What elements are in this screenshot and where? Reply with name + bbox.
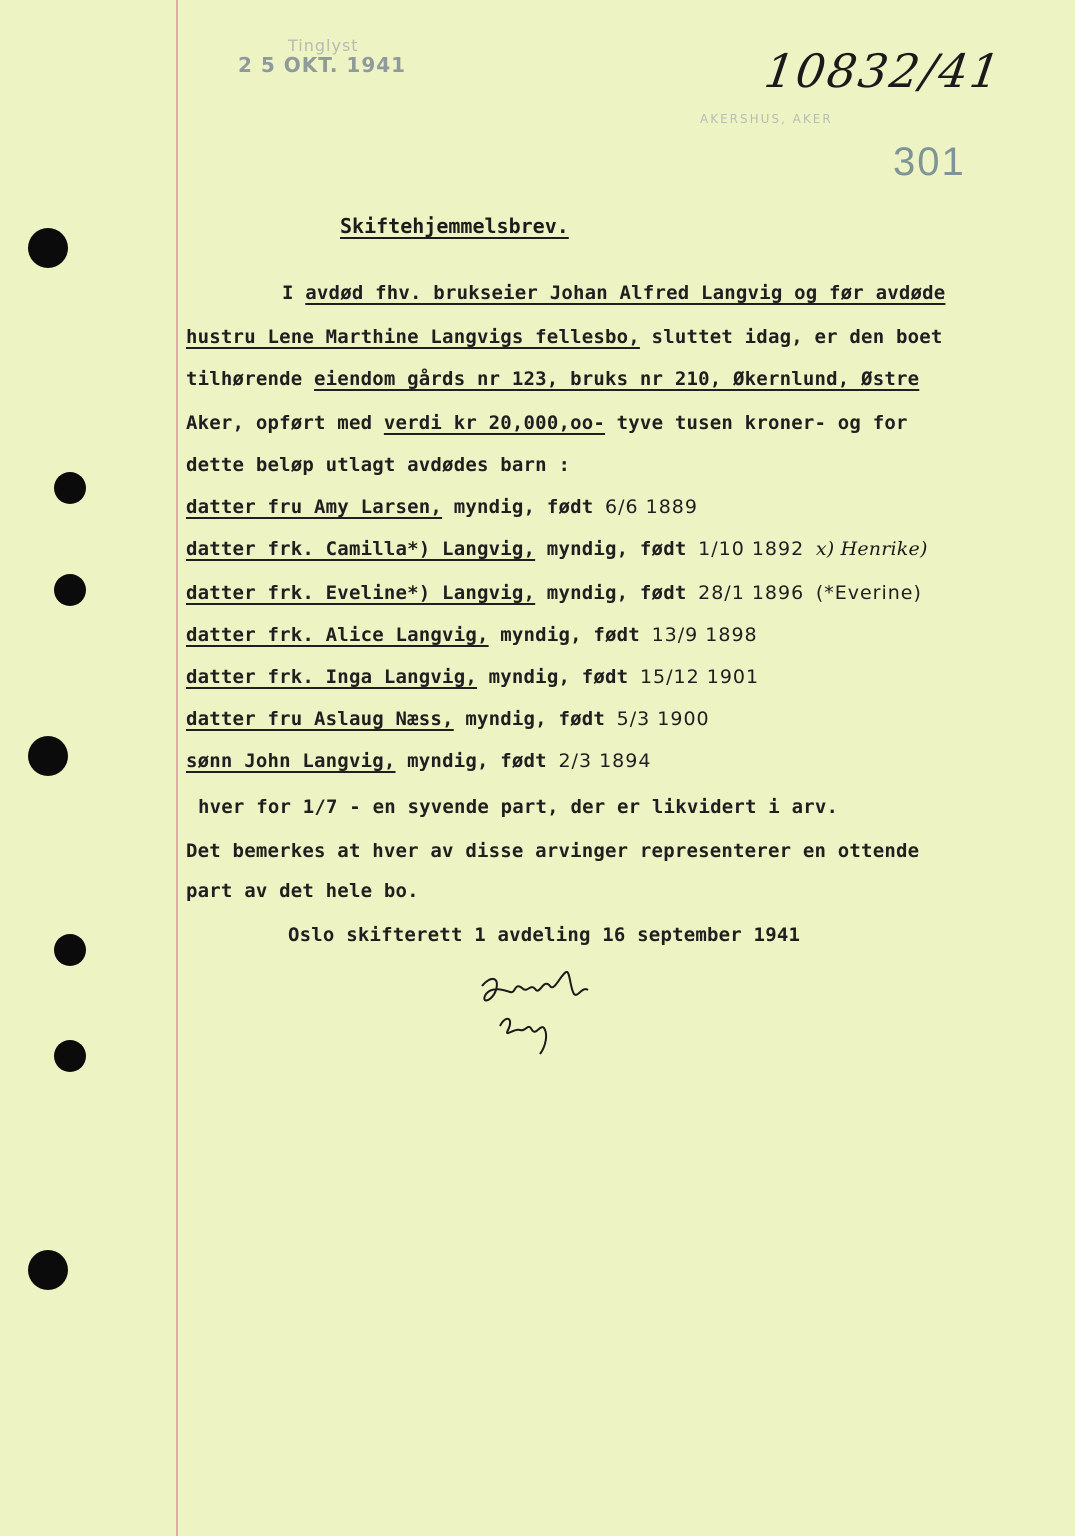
heir-name: sønn John Langvig,	[186, 750, 396, 772]
registration-stamp	[238, 36, 406, 77]
text: tilhørende	[186, 368, 315, 390]
punch-hole	[28, 1250, 68, 1290]
heir-line	[186, 582, 922, 604]
closing-line: part av det hele bo.	[186, 880, 419, 902]
stamp-office: Tinglyst	[288, 36, 359, 55]
birth-date: 5/3 1900	[616, 708, 710, 730]
text: myndig, født	[442, 496, 606, 518]
closing-line: hver for 1/7 - en syvende part, der er likvidert i arv.	[198, 796, 839, 818]
heir-name: datter frk. Inga Langvig,	[186, 666, 477, 688]
text: myndig, født	[395, 750, 559, 772]
page-number: 301	[893, 140, 966, 184]
heir-line	[186, 708, 710, 730]
birth-date: 28/1 1896	[698, 582, 805, 604]
heir-line	[186, 496, 698, 518]
text: Aker, opført med	[186, 412, 384, 434]
punch-hole	[28, 736, 68, 776]
heir-line	[186, 666, 759, 688]
birth-date: 13/9 1898	[651, 624, 758, 646]
text: myndig, født	[488, 624, 652, 646]
punch-hole	[54, 1040, 86, 1072]
heir-name: datter frk. Eveline*) Langvig,	[186, 582, 536, 604]
text-underlined: avdød fhv. brukseier Johan Alfred Langvig og før avdøde	[305, 282, 946, 304]
body-line	[186, 412, 908, 434]
punch-hole	[28, 228, 68, 268]
text: myndig, født	[535, 582, 699, 604]
body-line	[282, 282, 945, 304]
closing-line: Det bemerkes at hver av disse arvinger representerer en ottende	[186, 840, 920, 862]
heir-line	[186, 624, 758, 646]
text: sluttet idag, er den boet	[639, 326, 943, 348]
punch-hole	[54, 574, 86, 606]
heir-name: datter fru Aslaug Næss,	[186, 708, 454, 730]
handwritten-reference: 10832/41	[761, 44, 1006, 98]
stamp-office-secondary: AKERSHUS, AKER	[700, 112, 833, 126]
text: myndig, født	[476, 666, 640, 688]
text-underlined: verdi kr 20,000,oo-	[383, 412, 606, 434]
heir-name: datter frk. Camilla*) Langvig,	[186, 538, 536, 560]
place-and-date: Oslo skifterett 1 avdeling 16 september 1941	[288, 924, 801, 946]
body-line: dette beløp utlagt avdødes barn :	[186, 454, 571, 476]
body-line	[186, 326, 943, 348]
birth-date: 15/12 1901	[639, 666, 760, 688]
handwritten-signature	[470, 968, 610, 1058]
punch-hole	[54, 472, 86, 504]
stamp-date: 2 5 OKT. 1941	[238, 53, 407, 77]
text: tyve tusen kroner- og for	[605, 412, 908, 434]
birth-date: 1/10 1892	[698, 538, 805, 560]
text: I	[282, 282, 306, 304]
punch-hole	[54, 934, 86, 966]
handwritten-note: x) Henrike)	[815, 538, 928, 560]
document-title: Skiftehjemmelsbrev.	[340, 214, 569, 238]
margin-line	[176, 0, 178, 1536]
heir-name: datter fru Amy Larsen,	[186, 496, 443, 518]
body-line	[186, 368, 919, 390]
birth-date: 2/3 1894	[558, 750, 652, 772]
heir-line	[186, 750, 651, 772]
heir-line	[186, 538, 928, 560]
text: myndig, født	[453, 708, 617, 730]
text: myndig, født	[535, 538, 699, 560]
birth-date: 6/6 1889	[605, 496, 698, 518]
heir-name: datter frk. Alice Langvig,	[186, 624, 489, 646]
annotation: (*Everine)	[815, 582, 922, 604]
text-underlined: hustru Lene Marthine Langvigs fellesbo,	[186, 326, 640, 348]
text-underlined: eiendom gårds nr 123, bruks nr 210, Økernlund, Østre	[314, 368, 920, 390]
